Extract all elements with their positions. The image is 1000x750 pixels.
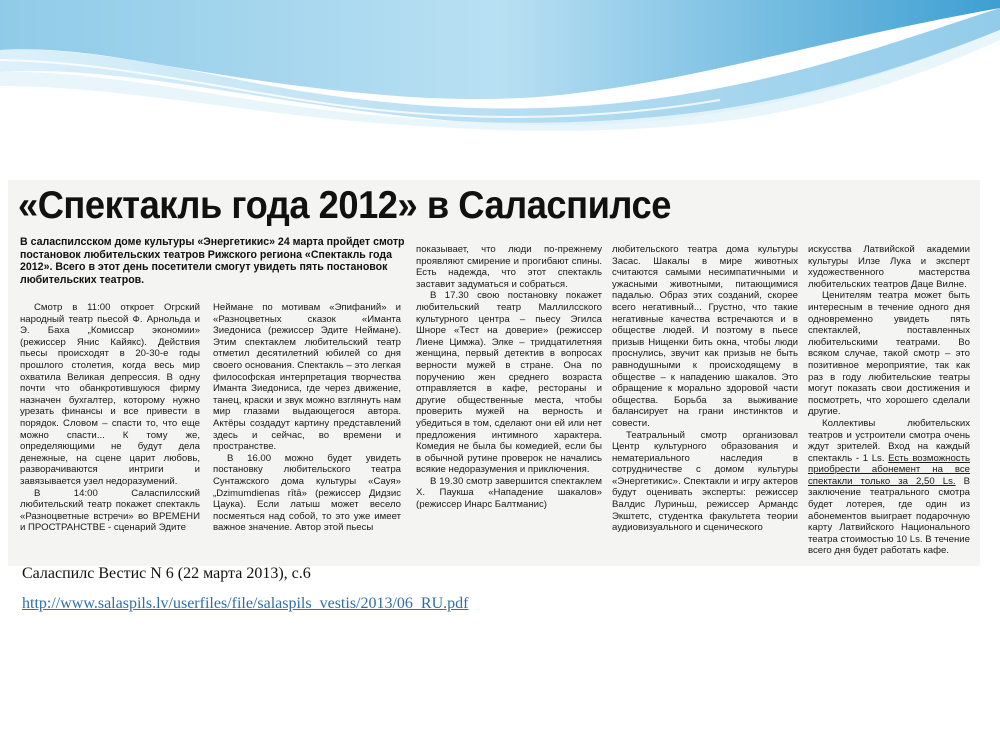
newspaper-clipping: [8, 180, 980, 566]
paragraph: любительского театра дома культуры Засас. Шакалы в мире животных считаются самыми несимпатичными и ужасными животными, питающимися падалью. Образ этих созданий, скорее всего негативный... Грустно, что такие негативные качества встречаются и в обществе людей. И поэтому в пьесе призыв Нищенки бить окна, чтобы люди проснулись, звучит как призыв не быть равнодушными к происходящему в обществе – к нападению шакалов. Это обращение к морально здоровой части общества. Борьба за выживание балансирует на грани инстинктов и совести.: [612, 244, 798, 429]
paragraph-text: В заключение театрального смотра будет лотерея, где один из абонементов выиграет подарочную карту Латвийского Национального театра стоимостью 10 Ls. В течение всего дня будет работать кафе.: [808, 475, 970, 557]
paragraph: В 19.30 смотр завершится спектаклем Х. Паукша «Нападение шакалов» (режиссер Инарс Балтманис): [416, 475, 602, 511]
paragraph: В 16.00 можно будет увидеть постановку любительского театра Сунтажского дома культуры «Сауя» „Dzimumdienas rītā» (режиссер Дидзис Цаука). Если латыш может весело посмеяться над собой, то это уже имеет важное значение. Автор этой пьесы: [213, 452, 401, 534]
paragraph: В 17.30 свою постановку покажет любительский театр Маллилсского культурного центра – пьесу Эгилса Шноре «Тест на доверие» (режиссер Лиене Цимжа). Элке – тридцатилетняя женщина, первый детектив в вопросах верности мужей в стране. Она по поручению жен среднего возраста отправляется в кафе, рестораны и другие общественные места, чтобы проверить мужей на верность и убедиться в том, сделают они ей или нет предложения интимного характера. Комедия не была бы комедией, если бы в обычной рутине проверок не начались всякие недоразумения и приключения.: [416, 290, 602, 476]
article-column-3: [416, 244, 602, 511]
paragraph: показывает, что люди по-прежнему проявляют смирение и прогибают спины. Есть надежда, что этот спектакль заставит задуматься и собраться.: [416, 244, 602, 290]
article-column-1: [20, 302, 200, 534]
paragraph: Смотр в 11:00 откроет Огрский народный театр пьесой Ф. Арнольда и Э. Баха „Комиссар экономии» (режиссер Янис Кайякс). Действия пьесы происходят в 20-30-е годы прошлого столетия, когда весь мир охватила Великая депрессия. В одну почти что обанкротившуюся фирму назначен бухгалтер, которому нужно урезать финансы и все привести в порядок. Словом – спасти то, что еще можно спасти... К тому же, определяющими не будут дела денежные, на сцене царит любовь, разворачиваются интриги и завязывается узел недоразумений.: [20, 302, 200, 487]
article-headline: «Спектакль года 2012» в Саласпилсе: [18, 184, 671, 227]
paragraph-text: Коллективы любительских театров и устроители смотра очень ждут зрителей. Вход на каждый спектакль - 1 Ls.: [808, 417, 970, 464]
decorative-wave-header: [0, 0, 1000, 135]
article-column-2: [213, 302, 401, 534]
article-column-5: [808, 244, 970, 557]
paragraph: Ценителям театра может быть интересным в течение одного дня одновременно увидеть пять спектаклей, поставленных любительскими театрами. Во всяком случае, такой смотр – это позитивное мероприятие, так как раз в году любительские театры могут показать свои достижения и посмотреть, что хорошего сделали другие.: [808, 290, 970, 418]
paragraph: [808, 418, 970, 557]
article-lead: В саласпилсском доме культуры «Энергетикис» 24 марта пройдет смотр постановок любительских театров Рижского региона «Спектакль года 2012». Всего в этот день посетители смогут увидеть пять постановок любительских театров.: [20, 236, 405, 286]
paragraph: В 14:00 Саласпилсский любительский театр покажет спектакль «Разноцветные встречи» во ВРЕМЕНИ и ПРОСТРАНСТВЕ - сценарий Эдите: [20, 487, 200, 534]
paragraph: Нейманe по мотивам «Эпифаний» и «Разноцветных сказок «Иманта Зиедониса (режиссер Эдите Нейманe). Этим спектаклем любительский театр отметил десятилетний юбилей со дня своего основания. Спектакль – это легкая философская интерпретация творчества Иманта Зиедониса, где через движение, танец, краски и звук можно взглянуть нам мир глазами выдающегося автора. Актёры создадут картину представлений здесь и сейчас, во времени и пространстве.: [213, 302, 401, 453]
underlined-offer: Есть возможность приобрести абонемент на все спектакли только за 2,50 Ls.: [808, 452, 971, 487]
article-column-4: [612, 244, 798, 534]
source-link[interactable]: http://www.salaspils.lv/userfiles/file/salaspils_vestis/2013/06_RU.pdf: [22, 595, 469, 612]
paragraph: Театральный смотр организовал Центр культурного образования и нематериального наследия в сотрудничестве с домом культуры «Энергетикис». Спектакли и игру актеров будут оценивать эксперты: режиссер Валдис Луриньш, режиссер Армандс Экштетс, студентка факультета теории аудиовизуального и сценического: [612, 429, 798, 534]
paragraph: искусства Латвийской академии культуры Илзе Лука и эксперт художественного мастерства любительских театров Даце Вилне.: [808, 244, 970, 290]
source-caption: Саласпилс Вестис N 6 (22 марта 2013), с.6: [22, 565, 311, 582]
